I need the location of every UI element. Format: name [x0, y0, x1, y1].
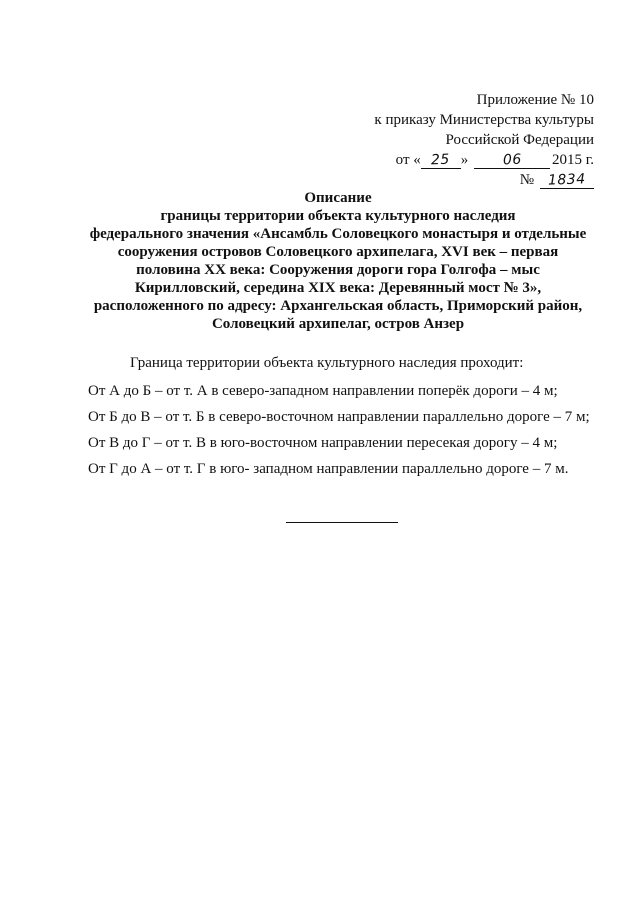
boundary-segment-a-b: От А до Б – от т. А в северо-западном направлении поперёк дороги – 4 м; [88, 383, 558, 399]
title-line: сооружения островов Соловецкого архипелага, XVI век – первая [117, 244, 559, 260]
order-number-field [540, 173, 594, 189]
order-date [374, 150, 594, 170]
ministry-name: Российской Федерации [445, 132, 594, 148]
date-day-handwritten: 25 [431, 151, 451, 169]
boundary-segment-v-g: От В до Г – от т. В в юго-восточном направлении пересекая дорогу – 4 м; [88, 435, 558, 451]
date-day-field [421, 153, 461, 169]
order-number [374, 170, 594, 190]
date-year: 2015 г. [552, 152, 594, 168]
title-line: границы территории объекта культурного наследия [160, 208, 516, 224]
boundary-segment-g-a: От Г до А – от т. Г в юго- западном направлении параллельно дороге – 7 м. [88, 461, 569, 477]
order-number-handwritten: 1834 [547, 171, 587, 189]
document-title [88, 189, 588, 333]
date-quote-close: » [460, 152, 469, 168]
boundary-intro: Граница территории объекта культурного наследия проходит: [130, 355, 524, 371]
title-line: половина XX века: Сооружения дороги гора Голгофа – мыс [136, 262, 540, 278]
title-line: Описание [304, 190, 372, 206]
title-line: федерального значения «Ансамбль Соловецкого монастыря и отдельные [89, 226, 587, 242]
closing-divider [286, 522, 398, 523]
date-prefix: от « [395, 152, 421, 168]
appendix-number: Приложение № 10 [476, 92, 594, 108]
date-month-handwritten: 06 [502, 151, 522, 169]
number-sign: № [519, 172, 534, 188]
boundary-description [88, 350, 608, 482]
date-month-field [474, 153, 550, 169]
title-line: Соловецкий архипелаг, остров Анзер [211, 316, 465, 332]
title-line: Кирилловский, середина XIX века: Деревянный мост № 3», [134, 280, 542, 296]
boundary-segment-b-v: От Б до В – от т. Б в северо-восточном направлении параллельно дороге – 7 м; [88, 409, 590, 425]
order-reference: к приказу Министерства культуры [374, 112, 594, 128]
appendix-header [374, 90, 594, 190]
title-line: расположенного по адресу: Архангельская область, Приморский район, [93, 298, 583, 314]
